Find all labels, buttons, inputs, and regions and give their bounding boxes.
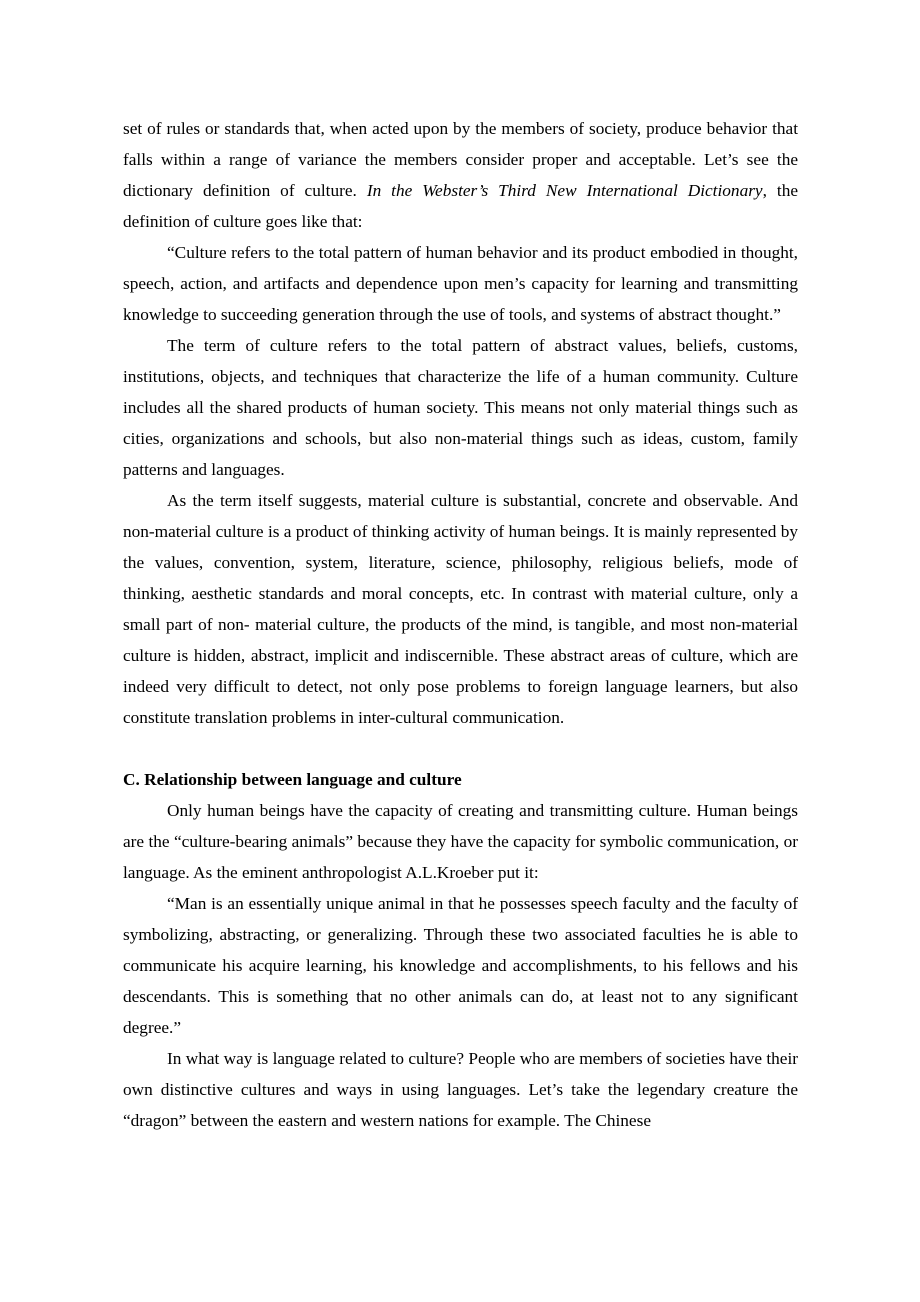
quote-kroeber: “Man is an essentially unique animal in that he possesses speech faculty and the faculty of symbolizing, abstracting, or generalizing. Through these two associated faculties he is able to communicate his acquire learning, his knowledge and accomplishments, to his fellows and his descendants. This is something that no other animals can do, at least not to any significant degree.” <box>123 894 798 1037</box>
paragraph-1-text-b: , the definition of culture goes like that: <box>123 181 799 231</box>
section-heading-c: C. Relationship between language and culture <box>123 770 462 789</box>
quote-websters-definition: “Culture refers to the total pattern of human behavior and its product embodied in thought, speech, action, and artifacts and dependence upon men’s capacity for learning and transmitting knowledge to succeeding generation through the use of tools, and systems of abstract thought.” <box>123 243 798 324</box>
paragraph-dragon-example: In what way is language related to culture? People who are members of societies have their own distinctive cultures and ways in using languages. Let’s take the legendary creature the “dragon” between the eastern and western nations for example. The Chinese <box>123 1049 799 1130</box>
document-page <box>123 113 798 1136</box>
dictionary-title: In the Webster’s Third New International Dictionary <box>366 181 763 200</box>
paragraph-culture-bearing: Only human beings have the capacity of creating and transmitting culture. Human beings are the “culture-bearing animals” because they have the capacity for symbolic communication, or language. As the eminent anthropologist A.L.Kroeber put it: <box>123 801 798 882</box>
paragraph-culture-term: The term of culture refers to the total pattern of abstract values, beliefs, customs, institutions, objects, and techniques that characterize the life of a human community. Culture includes all the shared products of human society. This means not only material things such as cities, organizations and schools, but also non-material things such as ideas, custom, family patterns and languages. <box>123 336 798 479</box>
paragraph-material-culture: As the term itself suggests, material culture is substantial, concrete and observable. And non-material culture is a product of thinking activity of human beings. It is mainly represented by the values, convention, system, literature, science, philosophy, religious beliefs, mode of thinking, aesthetic standards and moral concepts, etc. In contrast with material culture, only a small part of non- material culture, the products of the mind, is tangible, and most non-material culture is hidden, abstract, implicit and indiscernible. These abstract areas of culture, which are indeed very difficult to detect, not only pose problems to foreign language learners, but also constitute translation problems in inter-cultural communication. <box>123 491 798 727</box>
paragraph-1 <box>123 113 798 237</box>
paragraph-1-text-a: set of rules or standards that, when acted upon by the members of society, produce behavior that falls within a range of variance the members consider proper and acceptable. Let’s see the dictionary definition of culture. <box>123 119 798 200</box>
